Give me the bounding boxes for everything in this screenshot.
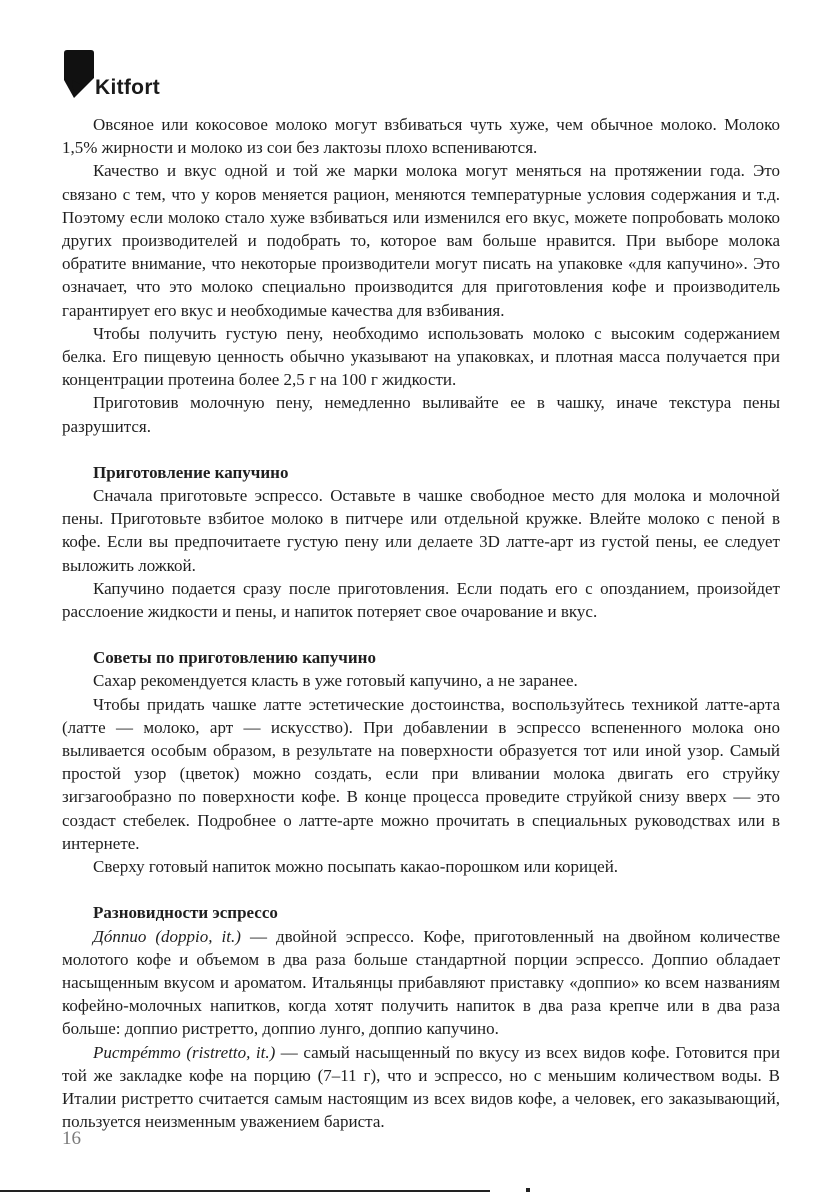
- kitfort-logo-icon: [64, 50, 94, 98]
- paragraph: Овсяное или кокосовое молоко могут взбиваться чуть хуже, чем обычное молоко. Молоко 1,5% жирности и молоко из сои без лактозы плохо вспениваются.: [62, 115, 780, 158]
- footer-mark: [526, 1188, 530, 1192]
- paragraph: Сверху готовый напиток можно посыпать какао-порошком или корицей.: [93, 857, 619, 877]
- section-heading-cappuccino: Приготовление капучино: [93, 462, 289, 482]
- definition-ristretto: — самый насыщенный по вкусу из всех видов кофе. Готовится при той же закладке кофе на порцию (7–11 г), что и эспрессо, но с меньшим количеством воды. В Италии ристретто считается самым настоящим из всех видов кофе, а человек, его заказывающий, пользуется неизменным уважением бариста.: [62, 1042, 780, 1132]
- document-body: [62, 113, 780, 1133]
- brand-name: Kitfort: [95, 76, 161, 99]
- section-heading-tips: Советы по приготовлению капучино: [93, 648, 376, 668]
- paragraph-ristretto: [62, 1041, 780, 1134]
- page-number: 16: [62, 1128, 81, 1149]
- paragraph: Чтобы получить густую пену, необходимо использовать молоко с высоким содержанием белка. Его пищевую ценность обычно указывают на упаковках, и плотная масса получается при концентрации протеина более 2,5 г на 100 г жидкости.: [62, 323, 780, 390]
- definition-doppio: — двойной эспрессо. Кофе, приготовленный на двойном количестве молотого кофе и объемом в два раза больше стандартной порции эспрессо. Доппио обладает насыщенным вкусом и ароматом. Итальянцы прибавляют приставку «доппио» ко всем названиям кофейно-молочных напитков, когда хотят получить напиток в два раза крепче или в два раза больше: доппио ристретто, доппио лунго, доппио капучино.: [62, 926, 780, 1039]
- brand-logo: [64, 50, 160, 98]
- paragraph: Сначала приготовьте эспрессо. Оставьте в чашке свободное место для молока и молочной пены. Приготовьте взбитое молоко в питчере или отдельной кружке. Влейте молоко с пеной в кофе. Если вы предпочитаете густую пену или делаете 3D латте-арт из густой пены, ее следует выложить ложкой.: [62, 486, 780, 575]
- term-doppio: Дóппио (doppio, it.): [93, 926, 241, 946]
- term-ristretto: Ристрéтто (ristretto, it.): [93, 1042, 276, 1062]
- paragraph: Приготовив молочную пену, немедленно выливайте ее в чашку, иначе текстура пены разрушится.: [62, 393, 780, 436]
- paragraph: Капучино подается сразу после приготовления. Если подать его с опозданием, произойдет расслоение жидкости и пены, и напиток потеряет свое очарование и вкус.: [62, 578, 780, 622]
- paragraph: Качество и вкус одной и той же марки молока могут меняться на протяжении года. Это связано с тем, что у коров меняется рацион, меняются температурные условия содержания и т.д. Поэтому если молоко стало хуже взбиваться или изменился его вкус, можете попробовать молоко других производителей и подобрать то, которое вам больше нравится. При выборе молока обратите внимание, что некоторые производители могут писать на упаковке «для капучино». Это означает, что это молоко специально производится для приготовления кофе и производитель гарантирует его вкус и необходимые качества для взбивания.: [62, 161, 780, 320]
- footer-rule: [0, 1190, 490, 1192]
- paragraph-doppio: [62, 925, 780, 1041]
- paragraph: Чтобы придать чашке латте эстетические достоинства, воспользуйтесь техникой латте-арта (латте — молоко, арт — искусство). При добавлении в эспрессо вспененного молока оно выливается особым образом, в результате на поверхности образуется тот или иной узор. Самый простой узор (цветок) можно создать, если при вливании молока двигать его струйку зигзагообразно по поверхности кофе. В конце процесса проведите струйкой снизу вверх — это создаст стебелек. Подробнее о латте-арте можно прочитать в специальных руководствах или в интернете.: [62, 694, 780, 853]
- paragraph: Сахар рекомендуется класть в уже готовый капучино, а не заранее.: [93, 671, 578, 691]
- section-heading-espresso-types: Разновидности эспрессо: [93, 903, 278, 923]
